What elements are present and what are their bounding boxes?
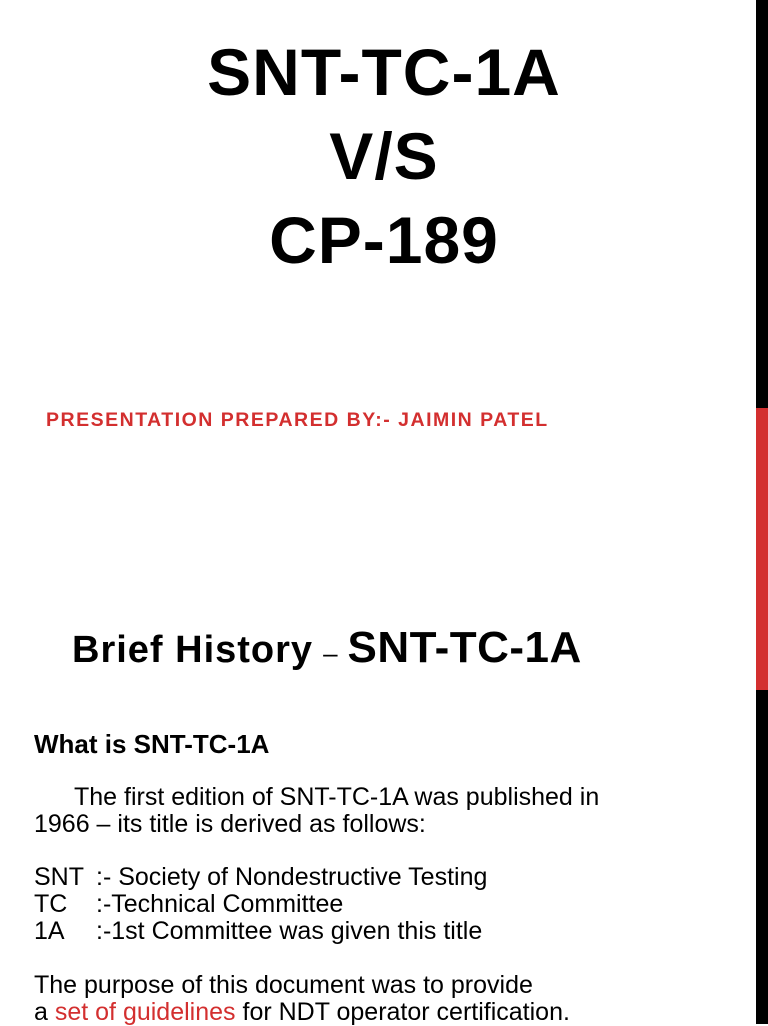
- definition-value: :-Technical Committee: [96, 890, 344, 918]
- title-line-2: V/S: [329, 119, 439, 193]
- purpose-line-2-start: a: [34, 998, 55, 1026]
- definition-value: :- Society of Nondestructive Testing: [96, 863, 488, 891]
- guidelines-highlight: set of guidelines: [54, 998, 236, 1026]
- history-heading-subject: SNT-TC-1A: [347, 623, 582, 672]
- side-accent-bar-red: [756, 408, 768, 690]
- question-heading: What is SNT-TC-1A: [34, 729, 270, 759]
- history-heading-label: Brief History: [72, 629, 314, 671]
- definition-key: SNT: [34, 863, 84, 891]
- definition-row: [34, 891, 487, 918]
- side-accent-bar-black-bottom: [756, 690, 768, 1024]
- purpose-line-2-end: for NDT operator certification.: [235, 998, 570, 1026]
- intro-line-2: 1966 – its title is derived as follows:: [34, 810, 426, 838]
- intro-line-1-text: The first edition of SNT-TC-1A was published in: [74, 783, 600, 811]
- intro-line-1: [34, 784, 599, 811]
- title-line-1: SNT-TC-1A: [207, 35, 561, 109]
- purpose-line-2: [34, 999, 570, 1026]
- definition-key: TC: [34, 890, 68, 918]
- history-heading-dash: –: [323, 638, 338, 668]
- history-heading: [72, 618, 582, 688]
- definition-row: [34, 918, 487, 945]
- definition-list: [34, 864, 487, 945]
- intro-paragraph: [34, 784, 599, 838]
- definition-row: [34, 864, 487, 891]
- definition-value: :-1st Committee was given this title: [96, 917, 483, 945]
- purpose-paragraph: [34, 972, 570, 1026]
- title-line-3: CP-189: [269, 203, 499, 277]
- presenter-credit: PRESENTATION PREPARED BY:- JAIMIN PATEL: [46, 409, 549, 431]
- definition-key: 1A: [34, 917, 65, 945]
- purpose-line-1: The purpose of this document was to provide: [34, 971, 533, 999]
